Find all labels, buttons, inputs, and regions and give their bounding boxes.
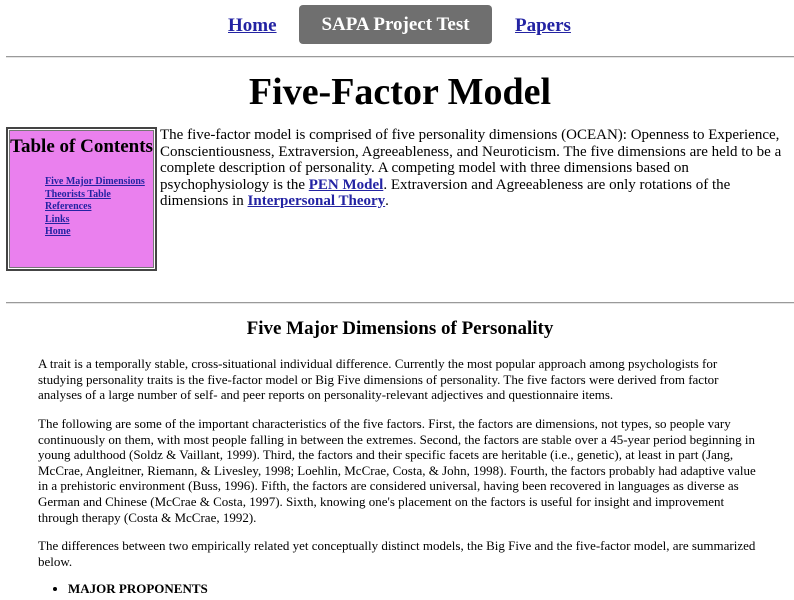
section-heading: Five Major Dimensions of Personality [246,318,554,339]
paragraph-characteristics: The following are some of the important characteristics of the five factors. First, the factors are dimensions, not types, so people vary continuously on them, with most people falling in between the extremes. Second, the factors are stable over a 45-year period beginning in young adulthood (Soldz & Vaillant, 1999). Third, the factors and their specific facets are heritable (i.e., genetic), at least in part (Jang, McCrae, Angleitner, Riemann, & Livesley, 1998; Loehlin, McCrae, Costa, & John, 1998). Fourth, the factors probably had adaptive value in a prehistoric environment (Buss, 1996). Fifth, the factors are considered universal, having been recovered in languages as diverse as German and Chinese (McCrae & Costa, 1997). Sixth, knowing one's placement on the factors is useful for insight and improvement through therapy (Costa & McCrae, 1992). [38,416,756,525]
nav-papers-link[interactable]: Papers [515,15,571,36]
intro-text-2: . Extraversion and Agreeableness are only rotations of the dimensions in [160,176,731,209]
toc-title: Table of Contents [10,136,153,157]
toc-link-home[interactable]: Home [45,226,71,238]
divider-middle [6,302,794,304]
paragraph-differences: The differences between two empirically related yet conceptually distinct models, the Big Five and the five-factor model, are summarized below. [38,538,756,569]
nav-home-link[interactable]: Home [228,15,277,36]
pen-model-link[interactable]: PEN Model [308,176,384,193]
toc-item [45,176,145,189]
intro-text-1: The five-factor model is comprised of five personality dimensions (OCEAN): Openness to Experience, Conscientiousness, Extraversion, Agreeableness, and Neuroticism. The five dimensions are held to be a complete description of personality. A competing model with three dimensions based on psychophysiology is the [160,127,782,193]
toc-panel [9,130,154,268]
page-title: Five-Factor Model [248,71,552,113]
toc-link-links[interactable]: Links [45,213,70,225]
nav-current-page-button[interactable]: SAPA Project Test [299,5,492,44]
toc-item [45,214,145,227]
toc-item [45,226,145,239]
divider-top [6,56,794,58]
toc-link-references[interactable]: References [45,201,92,213]
intro-paragraph [160,127,782,210]
toc-list [45,176,145,239]
intro-text-3: . [385,193,389,209]
toc-item [45,201,145,214]
toc-item [45,189,145,202]
interpersonal-theory-link[interactable]: Interpersonal Theory [247,193,386,209]
toc-link-five-major-dimensions[interactable]: Five Major Dimensions [45,176,145,187]
top-nav [0,5,794,45]
list-item-major-proponents: • MAJOR PROPONENTS [68,581,208,596]
toc-link-theorists-table[interactable]: Theorists Table [45,188,111,200]
paragraph-trait-definition: A trait is a temporally stable, cross-situational individual difference. Currently the most popular approach among psychologists for studying personality traits is the five-factor model or Big Five dimensions of personality. The five factors were derived from factor analyses of a large number of self- and peer reports on personality-relevant adjectives and questionnaire items. [38,356,719,403]
summary-list [50,581,208,596]
table-of-contents [6,127,157,271]
